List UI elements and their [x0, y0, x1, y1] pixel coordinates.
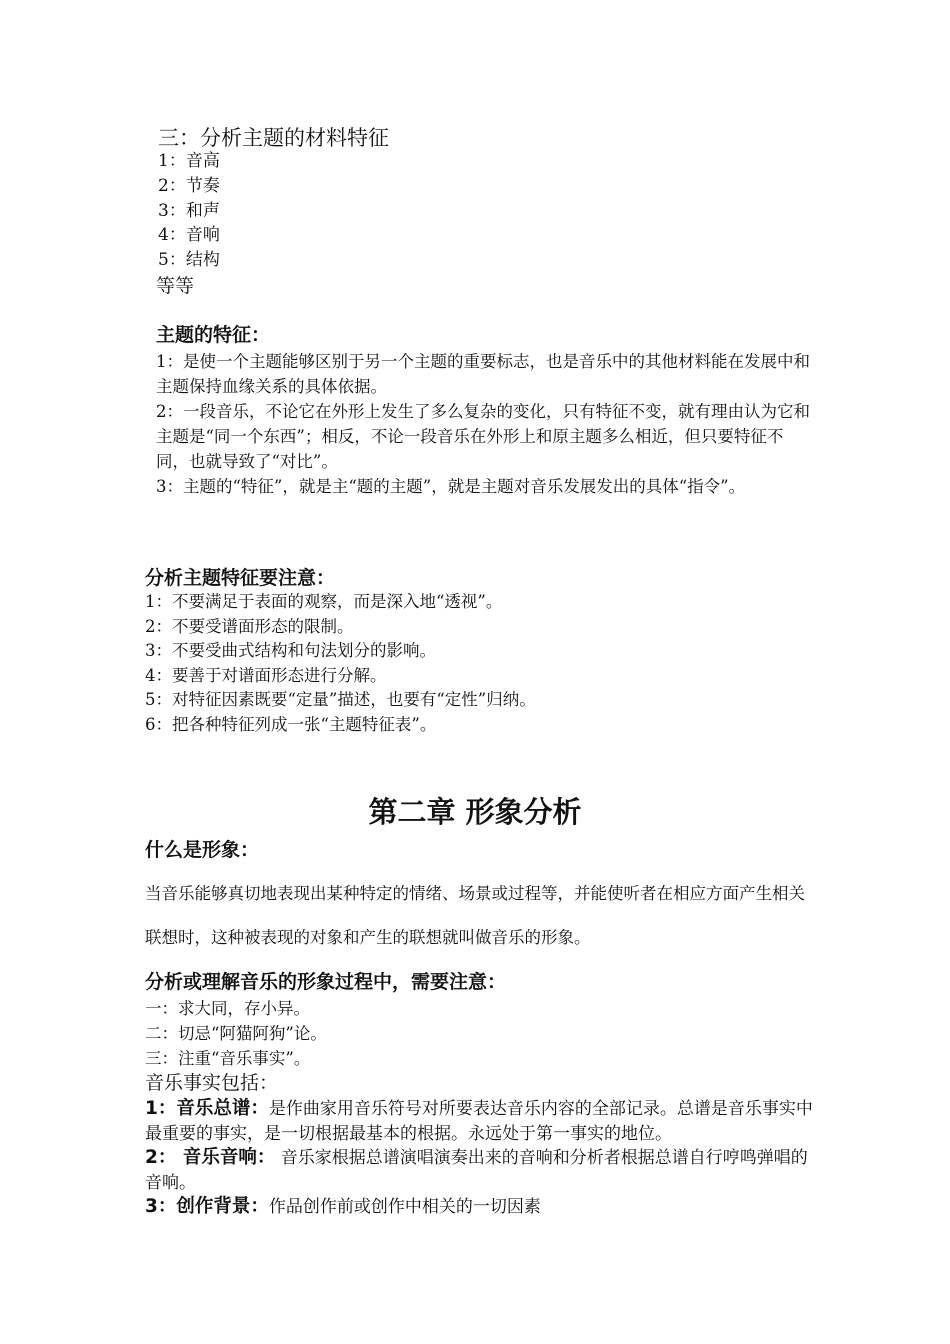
material-features-list — [158, 149, 220, 273]
process-attention-heading: 分析或理解音乐的形象过程中，需要注意： — [145, 971, 507, 993]
list-item: 2：不要受谱面形态的限制。 — [145, 616, 354, 636]
list-item: 2：一段音乐，不论它在外形上发生了多么复杂的变化，只有特征不变，就有理由认为它和主题是“同一个东西”；相反，不论一段音乐在外形上和原主题多么相近，但只要特征不同，也就导致了“对比”。 — [156, 402, 810, 471]
list-item: 1：音高 — [158, 151, 220, 171]
theme-features-list — [156, 349, 816, 499]
fact-term: 2： 音乐音响： — [145, 1147, 276, 1168]
section-heading-material-features: 三：分析主题的材料特征 — [158, 126, 389, 150]
list-item — [145, 1146, 813, 1195]
list-item: 1：是使一个主题能够区别于另一个主题的重要标志，也是音乐中的其他材料能在发展中和主题保持血缘关系的具体依据。 — [156, 352, 810, 396]
list-item: 2：节奏 — [158, 175, 220, 196]
list-item: 一：求大同，存小异。 — [145, 999, 310, 1018]
fact-term: 3：创作背景： — [145, 1196, 269, 1217]
list-item: 1：不要满足于表面的观察，而是深入地“透视”。 — [145, 592, 503, 611]
etc-text: 等等 — [156, 275, 195, 297]
list-item: 3：不要受曲式结构和句法划分的影响。 — [145, 641, 436, 660]
list-item — [145, 1097, 813, 1146]
fact-text: 音乐家根据总谱演唱演奏出来的音响和分析者根据总谱自行哼鸣弹唱的音响。 — [145, 1148, 808, 1193]
list-item: 二：切忌“阿猫阿狗”论。 — [145, 1024, 327, 1043]
process-attention-list — [145, 996, 327, 1071]
analysis-attention-list — [145, 590, 536, 737]
fact-text: 作品创作前或创作中相关的一切因素 — [268, 1197, 541, 1217]
list-item: 4：要善于对谱面形态进行分解。 — [145, 665, 387, 685]
list-item: 6：把各种特征列成一张“主题特征表”。 — [145, 714, 437, 734]
list-item: 5：对特征因素既要“定量”描述，也要有“定性”归纳。 — [145, 690, 536, 709]
fact-term: 1：音乐总谱： — [145, 1098, 269, 1119]
list-item: 4：音响 — [158, 225, 220, 246]
what-is-image-paragraph: 当音乐能够真切地表现出某种特定的情绪、场景或过程等，并能使听者在相应方面产生相关联想时，这种被表现的对象和产生的联想就叫做音乐的形象。 — [145, 884, 805, 947]
what-is-image-heading: 什么是形象： — [145, 839, 260, 861]
analysis-attention-heading: 分析主题特征要注意： — [145, 567, 336, 589]
chapter-title-text: 第二章 形象分析 — [368, 795, 582, 829]
music-facts-list — [145, 1097, 813, 1220]
list-item: 3：和声 — [158, 200, 220, 221]
music-facts-label: 音乐事实包括： — [145, 1072, 279, 1094]
list-item: 3：主题的“特征”，就是主“题的主题”，就是主题对音乐发展发出的具体“指令”。 — [156, 477, 746, 496]
list-item — [145, 1195, 813, 1220]
chapter-title — [0, 792, 950, 832]
list-item: 三：注重“音乐事实”。 — [145, 1049, 311, 1068]
fact-text: 是作曲家用音乐符号对所要表达音乐内容的全部记录。总谱是音乐事实中最重要的事实，是一切根据最基本的根据。永远处于第一事实的地位。 — [145, 1099, 813, 1144]
theme-features-heading: 主题的特征： — [156, 324, 271, 346]
list-item: 5：结构 — [158, 250, 220, 271]
